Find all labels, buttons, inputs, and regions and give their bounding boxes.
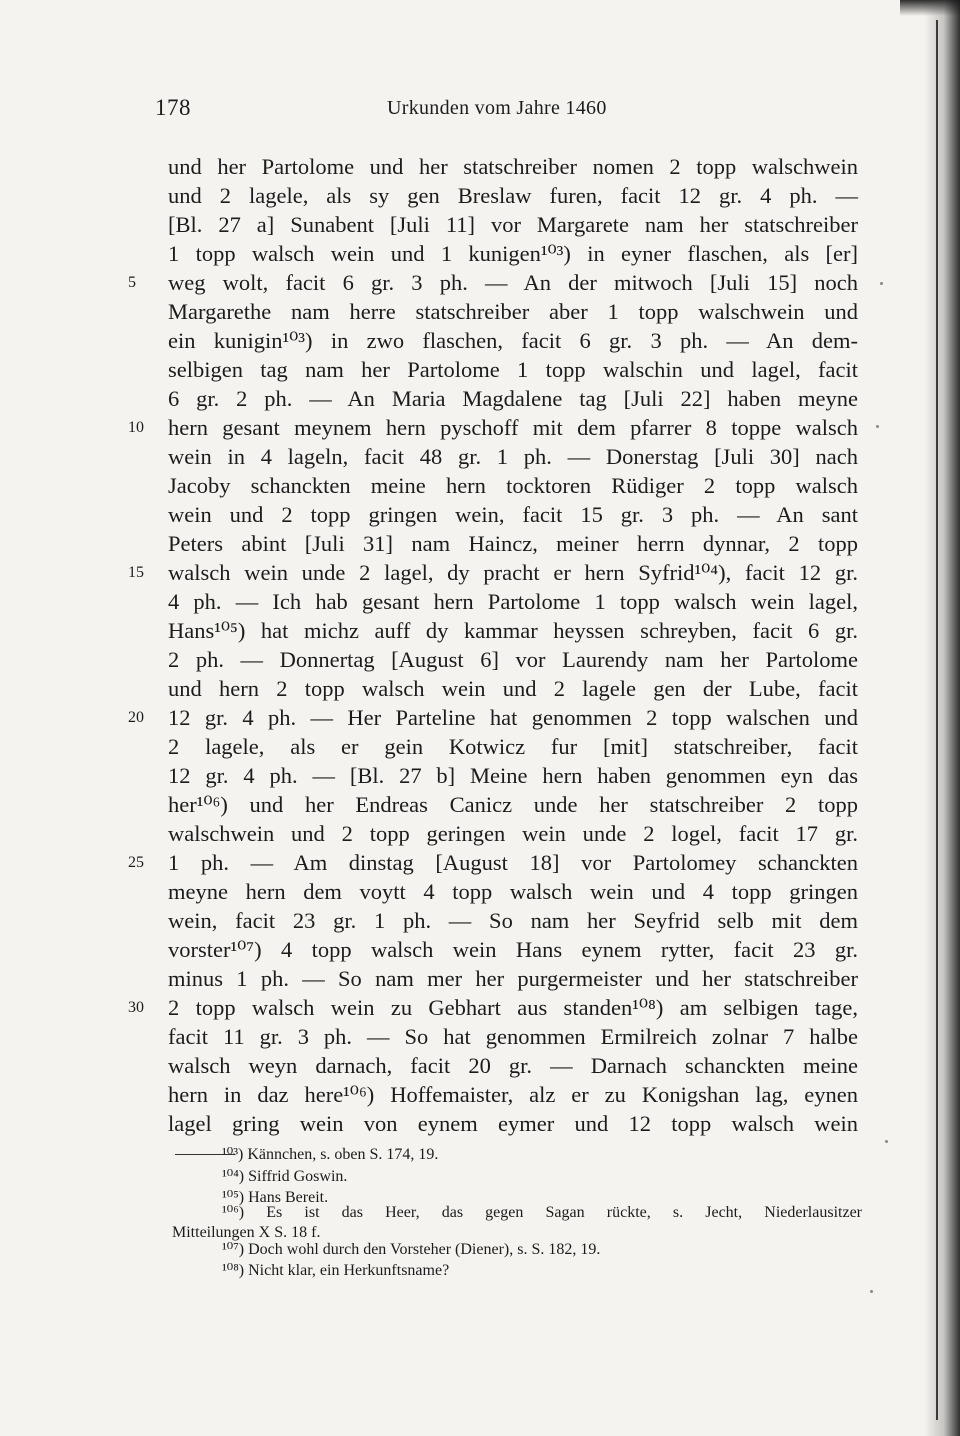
footnote: ¹⁰⁷) Doch wohl durch den Vorsteher (Diener), s. S. 182, 19.	[222, 1241, 601, 1258]
line-number: 5	[128, 274, 136, 291]
text-line: und 2 lagele, als sy gen Breslaw furen, facit 12 gr. 4 ph. —	[168, 183, 858, 208]
text-line: hern gesant meynem hern pyschoff mit dem pfarrer 8 toppe walsch	[168, 415, 858, 440]
text-line: wein in 4 lageln, facit 48 gr. 1 ph. — Donerstag [Juli 30] nach	[168, 444, 858, 469]
text-line: walsch weyn darnach, facit 20 gr. — Darnach schanckten meine	[168, 1053, 858, 1078]
running-head: Urkunden vom Jahre 1460	[387, 97, 607, 119]
margin-speck	[880, 282, 883, 285]
text-line: hern in daz here¹⁰⁶) Hoffemaister, alz er zu Konigshan lag, eynen	[168, 1082, 858, 1107]
text-line: wein, facit 23 gr. 1 ph. — So nam her Seyfrid selb mit dem	[168, 908, 858, 933]
text-line: facit 11 gr. 3 ph. — So hat genommen Ermilreich zolnar 7 halbe	[168, 1024, 858, 1049]
footnote: ¹⁰⁸) Nicht klar, ein Herkunftsname?	[222, 1262, 450, 1279]
text-line: 2 lagele, als er gein Kotwicz fur [mit] statschreiber, facit	[168, 734, 858, 759]
text-line: Jacoby schanckten meine hern tocktoren Rüdiger 2 topp walsch	[168, 473, 858, 498]
margin-speck	[885, 1140, 888, 1143]
page-number: 178	[155, 95, 191, 120]
text-line: Hans¹⁰⁵) hat michz auff dy kammar heyssen schreyben, facit 6 gr.	[168, 618, 858, 643]
text-line: wein und 2 topp gringen wein, facit 15 gr. 3 ph. — An sant	[168, 502, 858, 527]
page-header	[155, 95, 875, 131]
text-line: lagel gring wein von eynem eymer und 12 topp walsch wein	[168, 1111, 858, 1136]
footnote: ¹⁰³) Kännchen, s. oben S. 174, 19.	[222, 1146, 439, 1163]
line-number: 15	[128, 564, 144, 581]
text-line: 12 gr. 4 ph. — Her Parteline hat genommen 2 topp walschen und	[168, 705, 858, 730]
text-line: selbigen tag nam her Partolome 1 topp walschin und lagel, facit	[168, 357, 858, 382]
footnote: ¹⁰⁶) Es ist das Heer, das gegen Sagan rückte, s. Jecht, Niederlausitzer	[222, 1204, 862, 1221]
text-line: her¹⁰⁶) und her Endreas Canicz unde her statschreiber 2 topp	[168, 792, 858, 817]
text-line: und her Partolome und her statschreiber nomen 2 topp walschwein	[168, 154, 858, 179]
margin-speck	[876, 425, 879, 428]
text-line: vorster¹⁰⁷) 4 topp walsch wein Hans eynem rytter, facit 23 gr.	[168, 937, 858, 962]
line-number: 25	[128, 854, 144, 871]
text-line: walsch wein unde 2 lagel, dy pracht er hern Syfrid¹⁰⁴), facit 12 gr.	[168, 560, 858, 585]
footnote: ¹⁰⁴) Siffrid Goswin.	[222, 1168, 348, 1185]
text-line: 4 ph. — Ich hab gesant hern Partolome 1 topp walsch wein lagel,	[168, 589, 858, 614]
line-number: 20	[128, 709, 144, 726]
page-edge-line	[936, 20, 938, 1420]
line-number: 10	[128, 419, 144, 436]
text-line: 1 ph. — Am dinstag [August 18] vor Partolomey schanckten	[168, 850, 858, 875]
page-edge-shadow	[924, 0, 960, 1436]
text-line: ein kunigin¹⁰³) in zwo flaschen, facit 6 gr. 3 ph. — An dem-	[168, 328, 858, 353]
line-number: 30	[128, 999, 144, 1016]
text-line: 2 ph. — Donnertag [August 6] vor Laurendy nam her Partolome	[168, 647, 858, 672]
footnote: ¹⁰⁵) Hans Bereit.	[222, 1189, 329, 1206]
text-line: [Bl. 27 a] Sunabent [Juli 11] vor Margarete nam her statschreiber	[168, 212, 858, 237]
text-line: Margarethe nam herre statschreiber aber 1 topp walschwein und	[168, 299, 858, 324]
text-line: 12 gr. 4 ph. — [Bl. 27 b] Meine hern haben genommen eyn das	[168, 763, 858, 788]
text-line: weg wolt, facit 6 gr. 3 ph. — An der mitwoch [Juli 15] noch	[168, 270, 858, 295]
text-line: walschwein und 2 topp geringen wein unde 2 logel, facit 17 gr.	[168, 821, 858, 846]
margin-speck	[870, 1290, 873, 1293]
text-line: minus 1 ph. — So nam mer her purgermeister und her statschreiber	[168, 966, 858, 991]
text-line: und hern 2 topp walsch wein und 2 lagele gen der Lube, facit	[168, 676, 858, 701]
text-line: meyne hern dem voytt 4 topp walsch wein und 4 topp gringen	[168, 879, 858, 904]
text-line: 6 gr. 2 ph. — An Maria Magdalene tag [Juli 22] haben meyne	[168, 386, 858, 411]
text-line: 2 topp walsch wein zu Gebhart aus standen¹⁰⁸) am selbigen tage,	[168, 995, 858, 1020]
text-line: 1 topp walsch wein und 1 kunigen¹⁰³) in eyner flaschen, als [er]	[168, 241, 858, 266]
text-line: Peters abint [Juli 31] nam Haincz, meiner herrn dynnar, 2 topp	[168, 531, 858, 556]
footnote-continuation: Mitteilungen X S. 18 f.	[172, 1224, 321, 1241]
